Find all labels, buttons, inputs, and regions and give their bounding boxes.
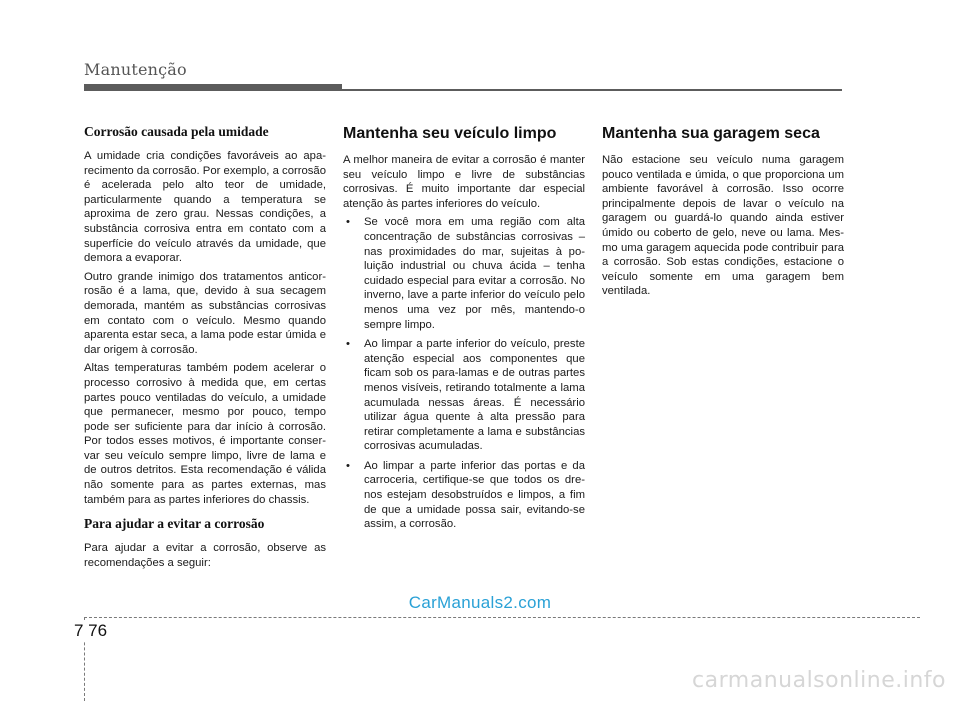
bullet-symbol: • [346, 338, 350, 351]
bullet-text: Se você mora em uma região com alta concentração de substâncias corrosivas – nas proximidades do mar, sujeitas à poluição industrial ou chuva ácida – tenha cuidado especial para evitar a corrosão. No inverno, lave a parte inferior do veículo pelo menos uma vez por mês, mantendo-o sempre limpo. [364, 216, 585, 331]
bullet-list [343, 215, 585, 531]
heading-corrosion-humidity: Corrosão causada pela umidade [84, 124, 269, 139]
footer-dashed-rule [84, 617, 920, 618]
heading-prevent-corrosion: Para ajudar a evitar a corrosão [84, 516, 265, 532]
paragraph-recommendations: Para ajudar a evitar a corrosão, observe as recomendações a seguir: [84, 542, 326, 569]
column-right [602, 124, 844, 303]
section-title: Manutenção [84, 60, 187, 79]
header-rule-thick [84, 84, 342, 91]
bullet-symbol: • [346, 459, 350, 472]
column-middle [343, 124, 585, 537]
paragraph-dry-garage: Não estacione seu veículo numa garagem pouco ventilada e úmida, o que proporciona um ambiente favorável à corrosão. Isso ocorre principalmente depois de lavar o veículo na garagem ou guardá-lo quando ainda estiver úmido ou coberto de gelo, neve ou lama. Mesmo uma garagem aquecida pode contribuir para a corrosão. Sob estas condições, estacione o veículo somente em uma garagem bem ventilada. [602, 154, 844, 298]
header-rule-thin [342, 89, 842, 91]
column-left [84, 124, 326, 574]
paragraph-keep-clean-intro: A melhor maneira de evitar a corrosão é manter seu veículo limpo e livre de substâncias corrosivas. É muito importante dar especial atenção às partes inferiores do veículo. [343, 154, 585, 210]
bullet-text: Ao limpar a parte inferior das portas e da carroceria, certifique-se que todos os drenos estejam desobstruídos e limpos, a fim de que a umidade possa sair, evitando-se assim, a corrosão. [364, 459, 585, 531]
paragraph-mud: Outro grande inimigo dos tratamentos anticorrosão é a lama, que, devido à sua secagem demorada, mantém as substâncias corrosivas em contato com o veículo. Mesmo quando aparenta estar seca, a lama pode estar úmida e dar origem à corrosão. [84, 270, 326, 356]
bullet-item [343, 215, 585, 332]
paragraph-humidity: A umidade cria condições favoráveis ao aparecimento da corrosão. Por exemplo, a corrosão é acelerada pelo alto teor de umidade, particularmente quando a temperatura se aproxima de zero grau. Nessas condições, a substância corrosiva entra em contato com a superfície do veículo através da umidade, que demora a evaporar. [84, 150, 326, 265]
watermark-link[interactable]: CarManuals2.com [408, 593, 552, 612]
heading-keep-clean: Mantenha seu veículo limpo [343, 125, 557, 142]
bullet-text: Ao limpar a parte inferior do veículo, preste atenção especial aos componentes que ficam sob os para-lamas e de outras partes menos visíveis, retirando totalmente a lama acumulada nessas áreas. É necessário utilizar água quente à alta pressão para retirar completamente a lama e substâncias corrosivas acumuladas. [364, 338, 585, 453]
bullet-item [343, 459, 585, 532]
bullet-symbol: • [346, 216, 350, 229]
paragraph-temperature: Altas temperaturas também podem acelerar o processo corrosivo à medida que, em certas partes pouco ventiladas do veículo, a umidade que permanecer, mesmo por pouco, tempo pode ser suficiente para dar início à corrosão. Por todos esses motivos, é importante conservar seu veículo sempre limpo, livre de lama e de outros detritos. Esta recomendação é válida não somente para as partes externas, mas também para as partes inferiores do chassis. [84, 362, 326, 506]
bullet-item [343, 337, 585, 454]
bottom-watermark: carmanualsonline.info [692, 668, 946, 693]
page-number: 7 76 [74, 621, 108, 640]
heading-dry-garage: Mantenha sua garagem seca [602, 125, 820, 142]
